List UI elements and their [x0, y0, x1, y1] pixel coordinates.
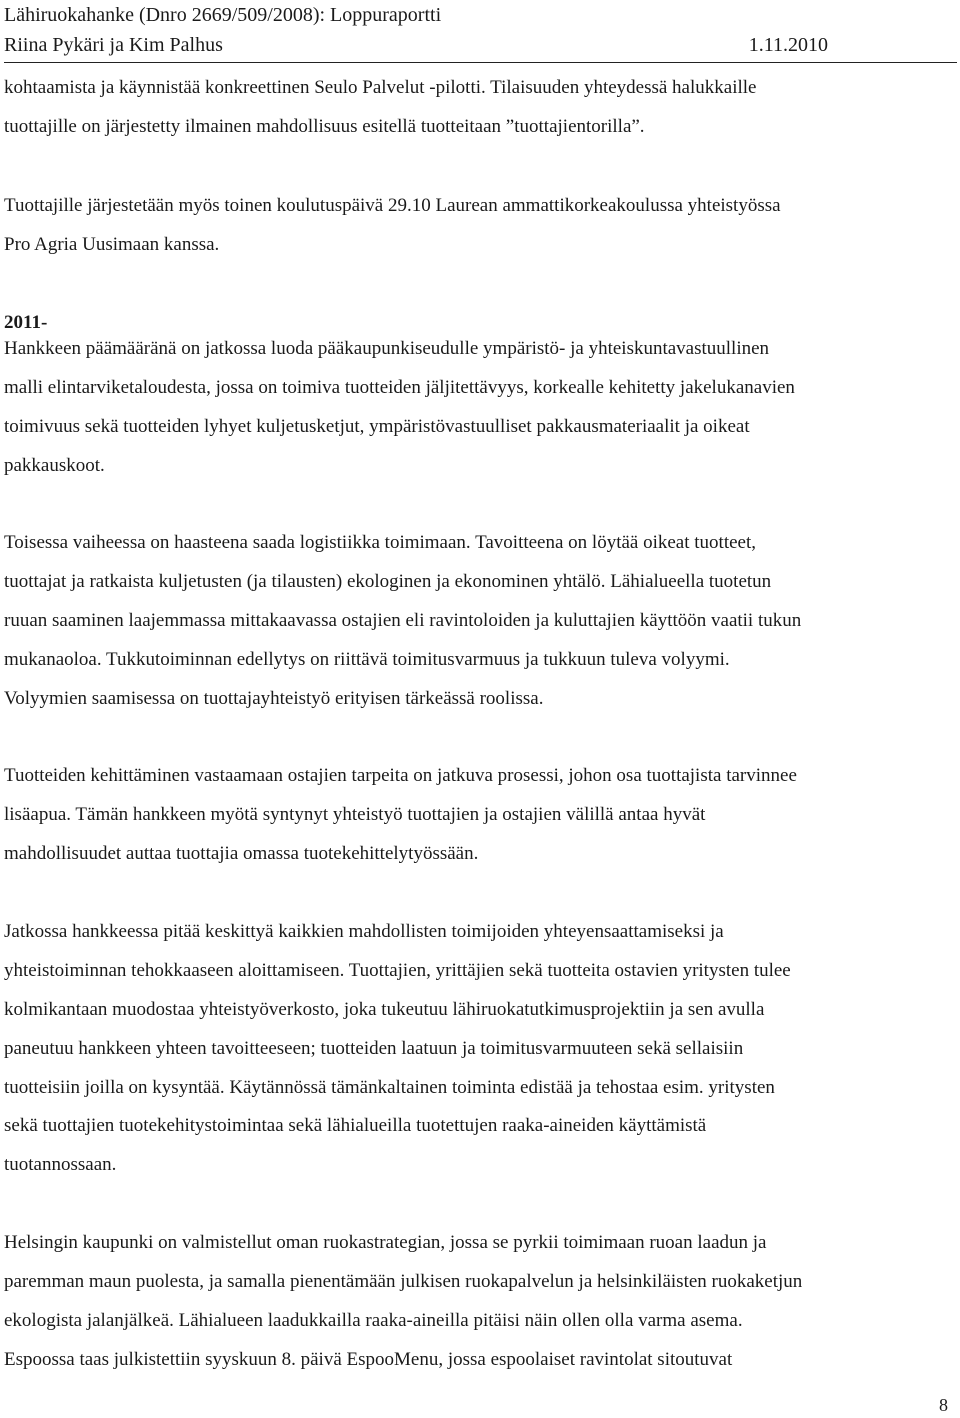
text-line: ekologista jalanjälkeä. Lähialueen laadukkailla raaka-aineilla pitäisi näin ollen olla varma asema.: [4, 1309, 743, 1331]
text-line: pakkauskoot.: [4, 454, 105, 476]
report-date: 1.11.2010: [748, 34, 828, 56]
text-line: toimivuus sekä tuotteiden lyhyet kuljetusketjut, ympäristövastuulliset pakkausmateriaalit ja oikeat: [4, 415, 750, 437]
report-authors: Riina Pykäri ja Kim Palhus: [4, 34, 223, 56]
text-line: kolmikantaan muodostaa yhteistyöverkosto, joka tukeutuu lähiruokatutkimusprojektiin ja sen avulla: [4, 998, 765, 1020]
text-line: mahdollisuudet auttaa tuottajia omassa tuotekehittelytyössään.: [4, 842, 479, 864]
text-line: sekä tuottajien tuotekehitystoimintaa sekä lähialueilla tuotettujen raaka-aineiden käyttämistä: [4, 1115, 707, 1137]
text-line: Volyymien saamisessa on tuottajayhteistyö erityisen tärkeässä roolissa.: [4, 687, 544, 709]
text-line: paneutuu hankkeen yhteen tavoitteeseen; tuotteiden laatuun ja toimitusvarmuuteen sekä sellaisiin: [4, 1037, 744, 1059]
text-line: paremman maun puolesta, ja samalla pienentämään julkisen ruokapalvelun ja helsinkiläisten ruokaketjun: [4, 1270, 803, 1292]
page-header: [4, 0, 944, 60]
paragraph: [4, 187, 956, 265]
text-line: yhteistoiminnan tehokkaaseen aloittamiseen. Tuottajien, yrittäjien sekä tuotteita ostavien yritysten tulee: [4, 959, 791, 981]
text-line: Helsingin kaupunki on valmistellut oman ruokastrategian, jossa se pyrkii toimimaan ruoan laadun ja: [4, 1232, 767, 1253]
text-line: tuotteisiin joilla on kysyntää. Käytännössä tämänkaltainen toiminta edistää ja tehostaa esim. yritysten: [4, 1076, 775, 1098]
paragraph: [4, 757, 956, 874]
header-meta: [4, 30, 828, 60]
text-line: Toisessa vaiheessa on haasteena saada logistiikka toimimaan. Tavoitteena on löytää oikeat tuotteet,: [4, 532, 757, 553]
paragraph: [4, 1224, 956, 1380]
header-divider: [4, 62, 957, 63]
text-line: Jatkossa hankkeessa pitää keskittyä kaikkien mahdollisten toimijoiden yhteyensaattamiseksi ja: [4, 921, 724, 942]
text-line: tuottajille on järjestetty ilmainen mahdollisuus esitellä tuotteitaan ”tuottajientorilla”.: [4, 115, 645, 137]
paragraph: [4, 330, 956, 486]
text-line: tuotannossaan.: [4, 1154, 117, 1176]
paragraph: [4, 913, 956, 1185]
text-line: Espoossa taas julkistettiin syyskuun 8. päivä EspooMenu, jossa espoolaiset ravintolat sitoutuvat: [4, 1348, 733, 1370]
text-line: malli elintarviketaloudesta, jossa on toimiva tuotteiden jäljitettävyys, korkealle kehitetty jakelukanavien: [4, 376, 795, 398]
paragraph: [4, 524, 956, 718]
paragraph: [4, 69, 956, 147]
text-line: ruuan saaminen laajemmassa mittakaavassa ostajien eli ravintoloiden ja kuluttajien käyttöön vaatii tukun: [4, 609, 802, 631]
page-number: 8: [939, 1395, 948, 1415]
text-line: Tuottajille järjestetään myös toinen koulutuspäivä 29.10 Laurean ammattikorkeakoulussa yhteistyössa: [4, 195, 781, 216]
text-line: tuottajat ja ratkaista kuljetusten (ja tilausten) ekologinen ja ekonominen yhtälö. Lähialueella tuotetun: [4, 570, 772, 592]
section-heading: 2011-: [4, 312, 48, 333]
text-line: mukanaoloa. Tukkutoiminnan edellytys on riittävä toimitusvarmuus ja tukkuun tuleva volyymi.: [4, 648, 730, 670]
report-title: Lähiruokahanke (Dnro 2669/509/2008): Loppuraportti: [4, 4, 442, 26]
text-line: Hankkeen päämääränä on jatkossa luoda pääkaupunkiseudulle ympäristö- ja yhteiskuntavastuullinen: [4, 338, 770, 359]
text-line: Tuotteiden kehittäminen vastaamaan ostajien tarpeita on jatkuva prosessi, johon osa tuottajista tarvinnee: [4, 765, 797, 786]
text-line: lisäapua. Tämän hankkeen myötä syntynyt yhteistyö tuottajien ja ostajien välillä antaa hyvät: [4, 803, 706, 825]
text-line: kohtaamista ja käynnistää konkreettinen Seulo Palvelut -pilotti. Tilaisuuden yhteydessä halukkaille: [4, 77, 757, 98]
text-line: Pro Agria Uusimaan kanssa.: [4, 233, 220, 255]
